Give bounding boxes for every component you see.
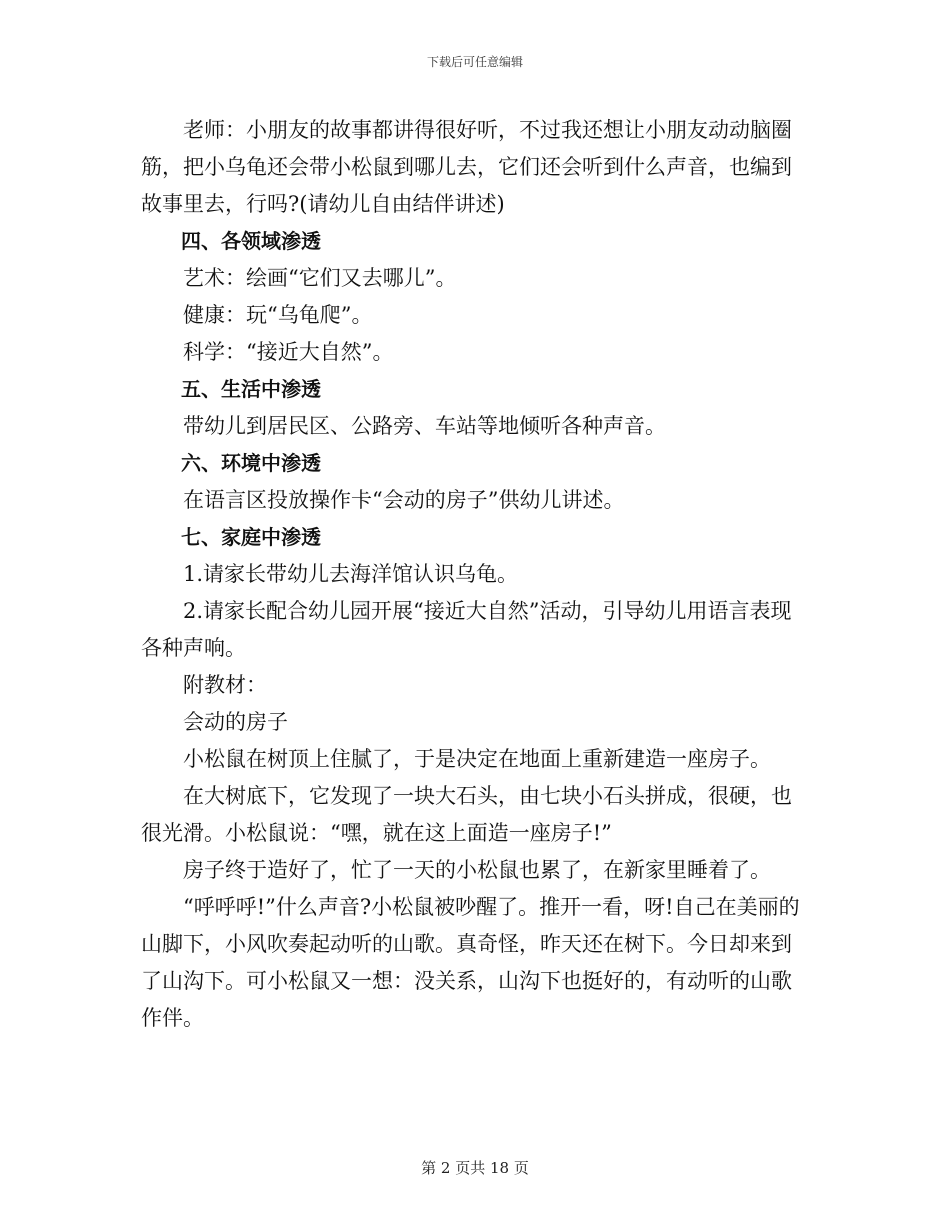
paragraph-life: 带幼儿到居民区、公路旁、车站等地倾听各种声音。 — [183, 414, 666, 438]
paragraph-family-2: 2.请家长配合幼儿园开展“接近大自然”活动，引导幼儿用语言表现各种声响。 — [141, 599, 792, 660]
story-title: 会动的房子 — [183, 710, 288, 734]
paragraph-appendix-label: 附教材： — [183, 673, 267, 697]
section-heading-6: 六、环境中渗透 — [181, 451, 321, 475]
paragraph-art: 艺术：绘画“它们又去哪儿”。 — [183, 266, 457, 290]
paragraph-family-1: 1.请家长带幼儿去海洋馆认识乌龟。 — [183, 562, 519, 586]
paragraph-health: 健康：玩“乌龟爬”。 — [183, 303, 373, 327]
paragraph-science: 科学：“接近大自然”。 — [183, 340, 394, 364]
paragraph-teacher-prompt: 老师：小朋友的故事都讲得很好听，不过我还想让小朋友动动脑圈筋，把小乌龟还会带小松鼠到哪儿去，它们还会听到什么声音，也编到故事里去，行吗?(请幼儿自由结伴讲述) — [141, 118, 792, 216]
story-paragraph-2: 在大树底下，它发现了一块大石头，由七块小石头拼成，很硬，也很光滑。小松鼠说：“嘿，就在这上面造一座房子!” — [141, 784, 792, 845]
section-heading-7: 七、家庭中渗透 — [181, 525, 321, 549]
story-paragraph-3: 房子终于造好了，忙了一天的小松鼠也累了，在新家里睡着了。 — [183, 858, 771, 882]
page-header: 下载后可任意编辑 — [426, 55, 523, 69]
paragraph-environment: 在语言区投放操作卡“会动的房子”供幼儿讲述。 — [183, 488, 625, 512]
story-paragraph-1: 小松鼠在树顶上住腻了，于是决定在地面上重新建造一座房子。 — [183, 747, 771, 771]
document-body — [141, 112, 809, 1037]
section-heading-5: 五、生活中渗透 — [181, 377, 321, 401]
page-footer: 第 2 页共 18 页 — [421, 1159, 529, 1177]
story-paragraph-4: “呼呼呼!”什么声音?小松鼠被吵醒了。推开一看，呀!自己在美丽的山脚下，小风吹奏起动听的山歌。真奇怪，昨天还在树下。今日却来到了山沟下。可小松鼠又一想：没关系，山沟下也挺好的，有动听的山歌作伴。 — [141, 895, 800, 1030]
section-heading-4: 四、各领域渗透 — [181, 229, 321, 253]
